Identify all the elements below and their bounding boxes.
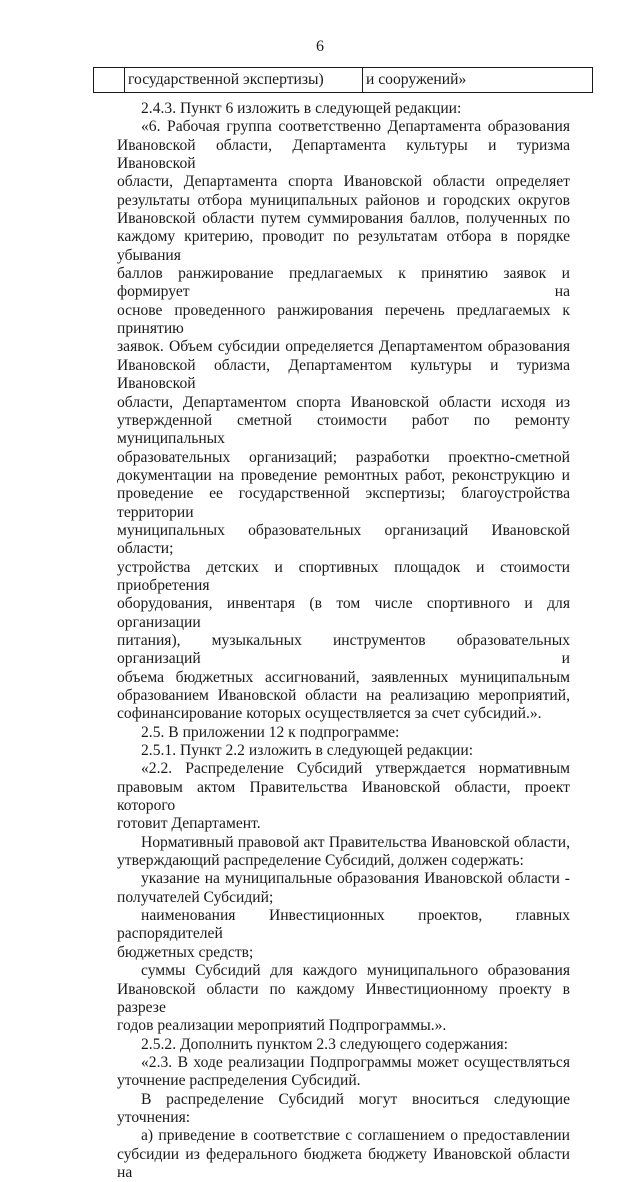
text-line: а) приведение в соответствие с соглашением о предоставлении bbox=[141, 1127, 570, 1145]
text-line: области, Департаментом спорта Ивановской области исходя из bbox=[117, 393, 570, 411]
text-line: «2.3. В ходе реализации Подпрограммы может осуществляться bbox=[141, 1053, 570, 1071]
text-line: субсидии из федерального бюджета бюджету Ивановской области на bbox=[117, 1145, 570, 1181]
text-line: заявок. Объем субсидии определяется Департаментом образования bbox=[117, 338, 570, 356]
text-line: суммы Субсидий для каждого муниципального образования bbox=[141, 962, 570, 980]
page-number: 6 bbox=[316, 38, 324, 55]
text-line: Ивановской области путем суммирования баллов, полученных по bbox=[117, 210, 570, 228]
text-line: Ивановской области по каждому Инвестиционному проекту в разрезе bbox=[117, 980, 570, 1016]
text-line: указание на муниципальные образования Ивановской области - bbox=[141, 870, 570, 888]
text-line: «6. Рабочая группа соответственно Департамента образования bbox=[141, 118, 570, 136]
text-line: годов реализации мероприятий Подпрограммы.». bbox=[117, 1017, 447, 1035]
text-line: 2.5.1. Пункт 2.2 изложить в следующей редакции: bbox=[141, 742, 474, 760]
text-line: наименования Инвестиционных проектов, главных распорядителей bbox=[117, 907, 570, 943]
text-line: 2.5. В приложении 12 к подпрограмме: bbox=[141, 723, 400, 741]
document-body bbox=[117, 100, 570, 1182]
text-line: «2.2. Распределение Субсидий утверждается нормативным bbox=[141, 760, 570, 778]
text-line: проведение ее государственной экспертизы; благоустройства территории bbox=[117, 485, 570, 521]
text-line: образованием Ивановской области на реализацию мероприятий, bbox=[117, 687, 570, 704]
continuation-table bbox=[93, 67, 593, 93]
text-line: каждому критерию, проводит по результатам отбора в порядке убывания bbox=[117, 228, 570, 264]
text-line: Ивановской области, Департамента культуры и туризма Ивановской bbox=[117, 136, 570, 173]
text-line: уточнение распределения Субсидий. bbox=[117, 1072, 361, 1090]
text-line: устройства детских и спортивных площадок и стоимости приобретения bbox=[117, 558, 570, 594]
text-line: результаты отбора муниципальных районов и городских округов bbox=[117, 191, 570, 209]
table-cell-number bbox=[94, 68, 125, 93]
text-line: 2.5.2. Дополнить пунктом 2.3 следующего содержания: bbox=[141, 1035, 509, 1053]
text-line: получателей Субсидий; bbox=[117, 888, 274, 906]
text-line: 2.4.3. Пункт 6 изложить в следующей редакции: bbox=[141, 100, 462, 117]
text-line: утверждающий распределение Субсидий, должен содержать: bbox=[117, 852, 524, 870]
text-line: софинансирование которых осуществляется за счет субсидий.». bbox=[117, 705, 542, 723]
text-line: Ивановской области, Департаментом культуры и туризма Ивановской bbox=[117, 356, 570, 393]
text-line: готовит Департамент. bbox=[117, 815, 261, 833]
text-line: муниципальных образовательных организаций Ивановской области; bbox=[117, 521, 570, 558]
text-line: документации на проведение ремонтных работ, реконструкцию и bbox=[117, 466, 570, 484]
text-line: бюджетных средств; bbox=[117, 943, 254, 961]
text-line: питания), музыкальных инструментов образовательных организаций и bbox=[117, 631, 570, 668]
table-cell-object: и сооружений» bbox=[363, 68, 593, 93]
text-line: правовым актом Правительства Ивановской области, проект которого bbox=[117, 778, 570, 815]
text-line: образовательных организаций; разработки проектно-сметной bbox=[117, 448, 570, 466]
text-line: объема бюджетных ассигнований, заявленных муниципальным bbox=[117, 668, 570, 686]
text-line: баллов ранжирование предлагаемых к принятию заявок и формирует на bbox=[117, 265, 570, 301]
text-line: оборудования, инвентаря (в том числе спортивного и для организации bbox=[117, 595, 570, 631]
text-line: В распределение Субсидий могут вноситься следующие уточнения: bbox=[117, 1090, 570, 1126]
text-line: Нормативный правовой акт Правительства Ивановской области, bbox=[141, 833, 570, 851]
text-line: утвержденной сметной стоимости работ по ремонту муниципальных bbox=[117, 411, 570, 448]
text-line: основе проведенного ранжирования перечень предлагаемых к принятию bbox=[117, 301, 570, 338]
table-row bbox=[94, 68, 593, 93]
table-cell-name: государственной экспертизы) bbox=[125, 68, 363, 93]
text-line: области, Департамента спорта Ивановской области определяет bbox=[117, 173, 570, 191]
